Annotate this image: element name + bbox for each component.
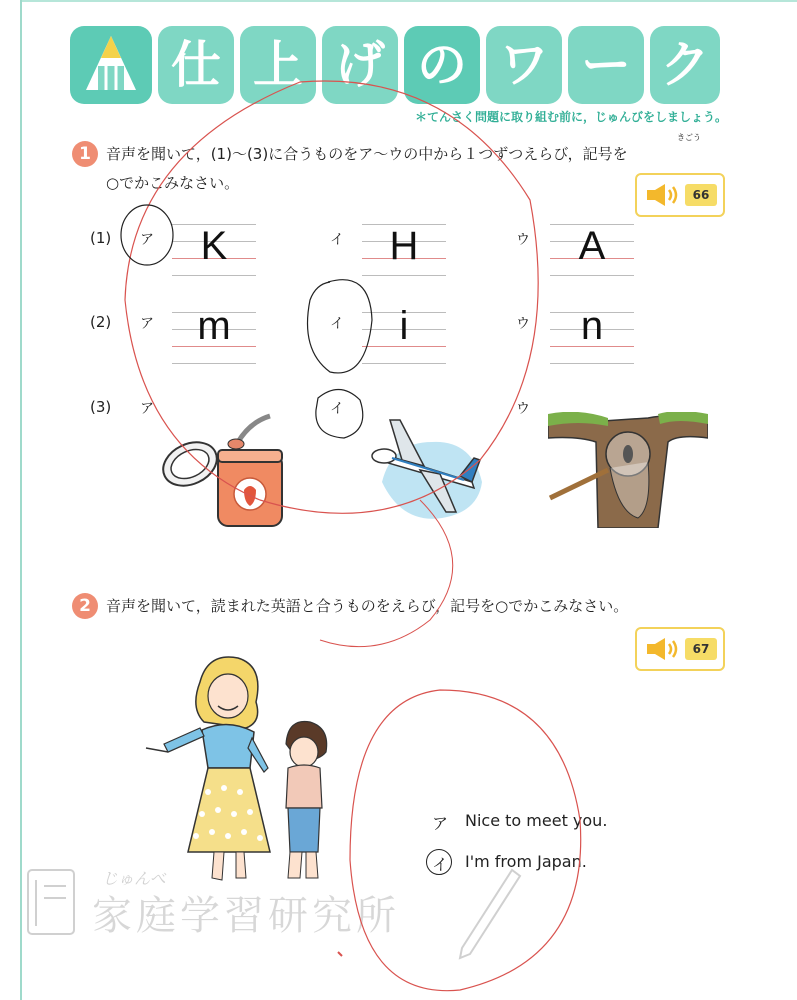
question-1-ruby: きごう bbox=[677, 133, 701, 142]
title-char: 仕 bbox=[158, 26, 234, 104]
insect-net-tree-icon bbox=[548, 412, 708, 528]
prep-note: ＊てんさく問題に取り組む前に，じゅんびをしましょう。 bbox=[414, 110, 727, 124]
speaker-icon bbox=[645, 182, 685, 208]
airplane-icon bbox=[362, 412, 492, 528]
option-letter: n bbox=[580, 304, 604, 348]
title-char: げ bbox=[322, 26, 398, 104]
row-label: (1) bbox=[90, 229, 112, 247]
title-char: ク bbox=[650, 26, 720, 104]
answer-kana[interactable]: イ bbox=[432, 855, 449, 874]
jam-jar-icon bbox=[160, 412, 290, 532]
audio-badge-66[interactable] bbox=[635, 173, 725, 217]
woman-and-girl-icon bbox=[138, 652, 348, 892]
watermark-text: 家庭学習研究所 bbox=[92, 893, 400, 939]
answer-kana[interactable]: ア bbox=[432, 814, 449, 833]
option-kana[interactable]: ウ bbox=[516, 401, 530, 417]
row-label: (2) bbox=[90, 313, 112, 331]
option-letter: m bbox=[197, 304, 231, 348]
title-char: の bbox=[404, 26, 480, 104]
speaker-icon bbox=[645, 636, 685, 662]
question-2-instruction: 音声を聞いて，読まれた英語と合うものをえらび，記号を○でかこみなさい。 bbox=[106, 597, 629, 615]
page-border-top bbox=[20, 0, 797, 2]
audio-badge-67[interactable] bbox=[635, 627, 725, 671]
option-letter: A bbox=[578, 224, 606, 268]
question-1-number: 1 bbox=[72, 141, 98, 167]
title-char: ワ bbox=[486, 26, 562, 104]
question-1-instruction: 音声を聞いて，(1)～(3)に合うものをア～ウの中から１つずつえらび，記号を bbox=[106, 145, 628, 163]
pencil-icon bbox=[70, 26, 152, 104]
option-kana[interactable]: ウ bbox=[516, 316, 530, 332]
audio-track-number: 67 bbox=[685, 638, 717, 660]
title-char: ー bbox=[568, 26, 644, 104]
option-kana[interactable]: ウ bbox=[516, 232, 530, 248]
option-kana[interactable]: イ bbox=[330, 316, 344, 332]
option-letter: i bbox=[399, 304, 409, 348]
option-letter: H bbox=[389, 224, 419, 268]
question-2-number: 2 bbox=[72, 593, 98, 619]
audio-track-number: 66 bbox=[685, 184, 717, 206]
page-border-left bbox=[20, 0, 22, 1000]
answer-text: Nice to meet you. bbox=[465, 811, 608, 830]
option-kana[interactable]: ア bbox=[140, 316, 154, 332]
title-banner bbox=[70, 26, 720, 106]
answer-text: I'm from Japan. bbox=[465, 852, 587, 871]
option-kana[interactable]: イ bbox=[330, 232, 344, 248]
option-kana[interactable]: イ bbox=[330, 401, 344, 417]
question-1-instruction-2: ○でかこみなさい。 bbox=[106, 174, 240, 192]
watermark-kana: じゅんべ bbox=[102, 869, 166, 888]
row-label: (3) bbox=[90, 398, 112, 416]
option-kana[interactable]: ア bbox=[140, 232, 154, 248]
option-letter: K bbox=[200, 224, 228, 268]
title-char: 上 bbox=[240, 26, 316, 104]
option-kana[interactable]: ア bbox=[140, 401, 154, 417]
